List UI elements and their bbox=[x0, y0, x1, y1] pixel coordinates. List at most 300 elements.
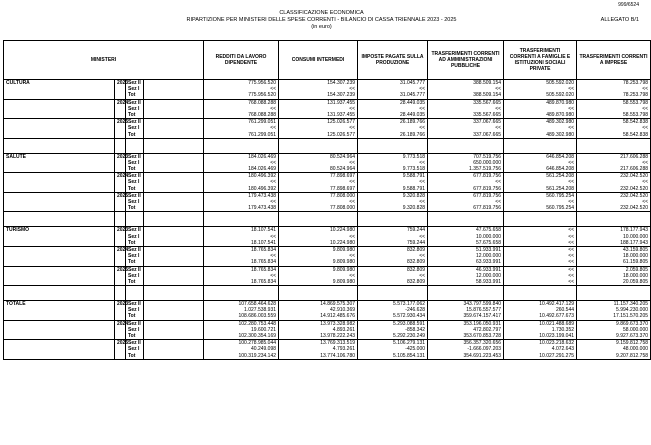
value-cell bbox=[279, 301, 358, 321]
row-label: Tot bbox=[128, 278, 136, 285]
value: 9.927.673.370 bbox=[616, 333, 649, 339]
value: 14.912.485.676 bbox=[320, 313, 356, 320]
row-label: Sez II bbox=[128, 80, 141, 86]
row-label-cell bbox=[126, 320, 144, 340]
value: 10.224.980 bbox=[330, 227, 356, 234]
value: 335.567.665 bbox=[473, 111, 502, 118]
value: 77.898.697 bbox=[330, 173, 356, 180]
empty-cell bbox=[144, 192, 204, 212]
value: 100.319.234.142 bbox=[238, 352, 277, 359]
value: 18.000.000 bbox=[623, 272, 649, 279]
ministry-name bbox=[4, 119, 115, 139]
value: 28.449.035 bbox=[400, 99, 426, 106]
value: 57.675.658 bbox=[476, 239, 502, 246]
value-cell bbox=[279, 119, 358, 139]
value: << bbox=[419, 272, 426, 279]
empty-cell bbox=[144, 340, 204, 360]
row-label: Tot bbox=[128, 333, 136, 339]
value: << bbox=[642, 105, 649, 112]
value-cell bbox=[428, 153, 504, 173]
value: 18.000.000 bbox=[623, 253, 649, 260]
table-body bbox=[4, 80, 651, 360]
value-cell bbox=[358, 153, 428, 173]
value-cell bbox=[358, 266, 428, 286]
value: 10.224.980 bbox=[330, 239, 356, 246]
value: 179.473.438 bbox=[248, 192, 277, 199]
spacer-cell bbox=[577, 138, 651, 153]
spacer-cell bbox=[144, 212, 204, 227]
value-cell bbox=[428, 320, 504, 340]
value: << bbox=[568, 179, 575, 186]
row-label: Sez II bbox=[128, 173, 141, 180]
row-label-cell bbox=[126, 266, 144, 286]
value-cell bbox=[358, 119, 428, 139]
spacer-cell bbox=[428, 286, 504, 301]
value: 18.765.834 bbox=[251, 266, 277, 273]
value: 561.254.208 bbox=[546, 185, 575, 192]
ministry-name bbox=[4, 246, 115, 266]
table-row bbox=[4, 153, 651, 173]
value-cell bbox=[577, 192, 651, 212]
value: << bbox=[642, 199, 649, 205]
value: 180.496.392 bbox=[248, 185, 277, 192]
value: 9.773.518 bbox=[402, 166, 426, 173]
value: 11.157.340.205 bbox=[613, 301, 649, 308]
value: 260.544 bbox=[555, 307, 575, 314]
spacer-cell bbox=[115, 138, 126, 153]
value: 353.670.853.728 bbox=[463, 333, 502, 339]
spacer-cell bbox=[204, 212, 279, 227]
value: 4.072.643 bbox=[551, 346, 575, 353]
value: << bbox=[349, 86, 356, 93]
value: 184.026.469 bbox=[248, 153, 277, 160]
value: << bbox=[270, 233, 277, 240]
value-cell bbox=[504, 320, 577, 340]
value: 58.553.798 bbox=[623, 111, 649, 118]
value: << bbox=[495, 125, 502, 132]
value: 102.280.753.448 bbox=[238, 320, 277, 327]
value: 46.933.991 bbox=[476, 266, 502, 273]
value: 26.189.766 bbox=[400, 131, 426, 138]
value: 9.588.791 bbox=[402, 173, 426, 180]
value: << bbox=[270, 253, 277, 260]
value: 353.196.050.931 bbox=[463, 320, 502, 327]
value-cell bbox=[504, 153, 577, 173]
value: 108.686.003.559 bbox=[238, 313, 277, 320]
year-cell: 2024 bbox=[115, 246, 126, 266]
spacer-row bbox=[4, 286, 651, 301]
empty-cell bbox=[144, 80, 204, 100]
value: 759.244 bbox=[406, 227, 426, 234]
value: 18.765.834 bbox=[251, 259, 277, 266]
value: << bbox=[568, 272, 575, 279]
year-cell: 2025 bbox=[115, 192, 126, 212]
value-cell bbox=[358, 192, 428, 212]
table-row bbox=[4, 320, 651, 340]
value: -1.666.097.203 bbox=[467, 346, 502, 353]
row-label: Sez I bbox=[128, 346, 140, 353]
year-cell: 2023 bbox=[115, 227, 126, 247]
spacer-cell bbox=[504, 138, 577, 153]
spacer-cell bbox=[4, 212, 115, 227]
value-cell bbox=[279, 173, 358, 193]
value: 775.956.520 bbox=[248, 80, 277, 86]
value: << bbox=[495, 199, 502, 205]
empty-cell bbox=[144, 246, 204, 266]
column-header: TRASFERIMENTI CORRENTI A FAMIGLIE E ISTITUZIONI SOCIALI PRIVATE bbox=[504, 41, 577, 80]
value: 154.307.239 bbox=[327, 80, 356, 86]
value: 646.854.208 bbox=[546, 153, 575, 160]
value: 5.293.088.591 bbox=[393, 320, 426, 327]
spacer-cell bbox=[279, 286, 358, 301]
value: 13.978.222.243 bbox=[320, 333, 356, 339]
table-row bbox=[4, 173, 651, 193]
value: << bbox=[642, 179, 649, 186]
value: 77.808.000 bbox=[330, 192, 356, 199]
spacer-cell bbox=[126, 212, 144, 227]
spacer-cell bbox=[279, 138, 358, 153]
value-cell bbox=[428, 301, 504, 321]
empty-cell bbox=[144, 173, 204, 193]
value: << bbox=[419, 105, 426, 112]
value: << bbox=[568, 105, 575, 112]
value: 343.797.599.840 bbox=[463, 301, 502, 308]
row-label: Sez I bbox=[128, 233, 140, 240]
value-cell bbox=[204, 119, 279, 139]
value-cell bbox=[204, 227, 279, 247]
row-label: Sez II bbox=[128, 192, 141, 199]
row-label: Sez II bbox=[128, 119, 141, 126]
spacer-cell bbox=[144, 286, 204, 301]
row-label-cell bbox=[126, 301, 144, 321]
value: 9.809.980 bbox=[332, 266, 356, 273]
value: 560.795.254 bbox=[546, 192, 575, 199]
value: 677.819.756 bbox=[473, 173, 502, 180]
ministry-name bbox=[4, 340, 115, 360]
value: 10.023.199.041 bbox=[539, 333, 575, 339]
value: << bbox=[568, 246, 575, 253]
value-cell bbox=[204, 340, 279, 360]
value: 9.207.812.758 bbox=[616, 352, 649, 359]
row-label: Sez I bbox=[128, 307, 140, 314]
row-label: Sez II bbox=[128, 320, 141, 327]
value: 10.021.488.689 bbox=[539, 320, 575, 327]
year-cell: 2025 bbox=[115, 266, 126, 286]
row-label: Sez II bbox=[128, 340, 141, 347]
row-label: Sez I bbox=[128, 179, 140, 186]
value: 335.567.665 bbox=[473, 99, 502, 106]
value: 832.809 bbox=[406, 259, 426, 266]
value: 12.000.000 bbox=[476, 272, 502, 279]
row-label: Sez II bbox=[128, 153, 141, 160]
value: 107.658.464.628 bbox=[238, 301, 277, 308]
value: 20.059.805 bbox=[623, 278, 649, 285]
value: 58.542.838 bbox=[623, 119, 649, 126]
spacer-cell bbox=[577, 286, 651, 301]
value: 489.302.980 bbox=[546, 131, 575, 138]
spacer-cell bbox=[4, 138, 115, 153]
value-cell bbox=[204, 99, 279, 119]
value: << bbox=[270, 86, 277, 93]
value: 77.808.000 bbox=[330, 205, 356, 212]
row-label: Sez I bbox=[128, 326, 140, 333]
value: 13.769.313.519 bbox=[320, 340, 356, 347]
value: << bbox=[270, 159, 277, 166]
value-cell bbox=[428, 99, 504, 119]
row-label: Tot bbox=[128, 239, 136, 246]
spacer-cell bbox=[358, 212, 428, 227]
spacer-cell bbox=[577, 212, 651, 227]
value: 337.067.665 bbox=[473, 119, 502, 126]
spacer-cell bbox=[504, 212, 577, 227]
spacer-cell bbox=[204, 286, 279, 301]
value: 561.254.208 bbox=[546, 173, 575, 180]
value: 18.765.834 bbox=[251, 246, 277, 253]
value: << bbox=[642, 125, 649, 132]
value: << bbox=[349, 233, 356, 240]
value: 2.059.805 bbox=[625, 266, 649, 273]
row-label-cell bbox=[126, 227, 144, 247]
value: 472.802.797 bbox=[473, 326, 502, 333]
value: 354.691.223.453 bbox=[463, 352, 502, 359]
value-cell bbox=[428, 192, 504, 212]
value: << bbox=[419, 125, 426, 132]
value-cell bbox=[279, 246, 358, 266]
value: 761.299.051 bbox=[248, 119, 277, 126]
value: 232.042.520 bbox=[620, 205, 649, 212]
value-cell bbox=[358, 173, 428, 193]
ministry-name bbox=[4, 192, 115, 212]
value-cell bbox=[504, 266, 577, 286]
value: 58.000.000 bbox=[623, 326, 649, 333]
unit-note: (in euro) bbox=[311, 24, 332, 30]
value: << bbox=[419, 159, 426, 166]
value-cell bbox=[358, 340, 428, 360]
empty-cell bbox=[144, 153, 204, 173]
value: 560.795.254 bbox=[546, 205, 575, 212]
spacer-cell bbox=[428, 212, 504, 227]
value-cell bbox=[204, 173, 279, 193]
year-cell: 2024 bbox=[115, 173, 126, 193]
value: 5.106.279.131 bbox=[393, 340, 426, 347]
spacer-cell bbox=[204, 138, 279, 153]
empty-cell bbox=[144, 99, 204, 119]
empty-cell bbox=[144, 301, 204, 321]
row-label: Sez I bbox=[128, 272, 140, 279]
value-cell bbox=[279, 99, 358, 119]
value: 217.606.288 bbox=[620, 166, 649, 173]
value-cell bbox=[358, 99, 428, 119]
value: << bbox=[419, 253, 426, 260]
value: 80.524.964 bbox=[330, 153, 356, 160]
value: 4.893.261 bbox=[332, 326, 356, 333]
year-cell: 2024 bbox=[115, 320, 126, 340]
value: 40.249.098 bbox=[251, 346, 277, 353]
value: << bbox=[642, 159, 649, 166]
value: 18.107.541 bbox=[251, 227, 277, 234]
value: 9.320.828 bbox=[402, 205, 426, 212]
value: 5.994.230.000 bbox=[616, 307, 649, 314]
value: 9.809.980 bbox=[332, 246, 356, 253]
value: 102.300.354.169 bbox=[238, 333, 277, 339]
spacer-cell bbox=[504, 286, 577, 301]
value-cell bbox=[358, 320, 428, 340]
value: 4.793.261 bbox=[332, 346, 356, 353]
row-label: Sez I bbox=[128, 105, 140, 112]
value-cell bbox=[358, 80, 428, 100]
spacer-row bbox=[4, 138, 651, 153]
spacer-cell bbox=[115, 286, 126, 301]
row-label: Tot bbox=[128, 185, 136, 192]
value: 10.023.218.632 bbox=[539, 340, 575, 347]
value: << bbox=[270, 199, 277, 205]
value: 42.910.369 bbox=[330, 307, 356, 314]
value: << bbox=[419, 86, 426, 93]
table-row bbox=[4, 80, 651, 100]
value: 5.573.177.062 bbox=[393, 301, 426, 308]
value-cell bbox=[428, 119, 504, 139]
column-header: TRASFERIMENTI CORRENTI AD AMMINISTRAZIONI PUBBLICHE bbox=[428, 41, 504, 80]
value: 10.000.000 bbox=[623, 233, 649, 240]
year-cell: 2023 bbox=[115, 301, 126, 321]
expense-table bbox=[3, 40, 651, 360]
value: 359.674.157.417 bbox=[463, 313, 502, 320]
row-label-cell bbox=[126, 340, 144, 360]
value: << bbox=[270, 179, 277, 186]
value-cell bbox=[279, 153, 358, 173]
value-cell bbox=[577, 266, 651, 286]
value: << bbox=[568, 233, 575, 240]
row-label: Tot bbox=[128, 313, 136, 320]
value-cell bbox=[577, 340, 651, 360]
value-cell bbox=[204, 153, 279, 173]
column-header: REDDITI DA LAVORO DIPENDENTE bbox=[204, 41, 279, 80]
column-header-ministeri: MINISTERI bbox=[4, 41, 204, 80]
year-cell: 2023 bbox=[115, 80, 126, 100]
value: 832.809 bbox=[406, 278, 426, 285]
value: 768.088.288 bbox=[248, 111, 277, 118]
value: 217.606.288 bbox=[620, 153, 649, 160]
value-cell bbox=[358, 246, 428, 266]
table-row bbox=[4, 301, 651, 321]
value: << bbox=[568, 253, 575, 260]
value-cell bbox=[279, 266, 358, 286]
value: 832.809 bbox=[406, 266, 426, 273]
value: 759.244 bbox=[406, 239, 426, 246]
ministry-name bbox=[4, 173, 115, 193]
row-label: Sez II bbox=[128, 227, 141, 234]
empty-cell bbox=[144, 227, 204, 247]
year-cell: 2023 bbox=[115, 153, 126, 173]
value: << bbox=[349, 159, 356, 166]
value-cell bbox=[577, 301, 651, 321]
row-label: Tot bbox=[128, 92, 136, 99]
value: 5.292.230.249 bbox=[393, 333, 426, 339]
value-cell bbox=[204, 192, 279, 212]
value-cell bbox=[204, 320, 279, 340]
value: 131.937.455 bbox=[327, 99, 356, 106]
value: 48.000.000 bbox=[623, 346, 649, 353]
value: 9.869.673.370 bbox=[616, 320, 649, 327]
value: -246.628 bbox=[405, 307, 426, 314]
value-cell bbox=[577, 153, 651, 173]
value: 489.870.980 bbox=[546, 111, 575, 118]
value: 677.819.756 bbox=[473, 205, 502, 212]
value: 179.473.438 bbox=[248, 205, 277, 212]
row-label-cell bbox=[126, 246, 144, 266]
value: << bbox=[419, 199, 426, 205]
value: << bbox=[568, 125, 575, 132]
value: 337.067.665 bbox=[473, 131, 502, 138]
row-label: Sez I bbox=[128, 125, 140, 132]
ministry-name: TURISMO bbox=[4, 227, 115, 247]
table-row bbox=[4, 227, 651, 247]
empty-cell bbox=[144, 320, 204, 340]
value-cell bbox=[428, 266, 504, 286]
value: 1.730.352 bbox=[551, 326, 575, 333]
value: 18.765.834 bbox=[251, 278, 277, 285]
value: 131.937.455 bbox=[327, 111, 356, 118]
value: 5.572.930.434 bbox=[393, 313, 426, 320]
value: 9.809.980 bbox=[332, 278, 356, 285]
value: << bbox=[349, 272, 356, 279]
value: 761.299.051 bbox=[248, 131, 277, 138]
row-label: Sez I bbox=[128, 86, 140, 93]
value: 31.045.777 bbox=[400, 80, 426, 86]
value: 154.307.239 bbox=[327, 92, 356, 99]
value: << bbox=[349, 125, 356, 132]
value: 489.302.980 bbox=[546, 119, 575, 126]
spacer-cell bbox=[126, 138, 144, 153]
value-cell bbox=[504, 99, 577, 119]
value: << bbox=[495, 105, 502, 112]
value: 650.000.000 bbox=[473, 159, 502, 166]
table-row bbox=[4, 119, 651, 139]
value: 356.357.320.656 bbox=[463, 340, 502, 347]
value: 1.357.519.756 bbox=[469, 166, 502, 173]
document-id: 999/6524 bbox=[618, 2, 639, 8]
value: 232.042.520 bbox=[620, 173, 649, 180]
value: << bbox=[419, 179, 426, 186]
value-cell bbox=[577, 119, 651, 139]
row-label: Sez II bbox=[128, 301, 141, 308]
value-cell bbox=[504, 119, 577, 139]
value: 9.588.791 bbox=[402, 185, 426, 192]
value: 388.509.154 bbox=[473, 80, 502, 86]
year-cell: 2025 bbox=[115, 119, 126, 139]
spacer-row bbox=[4, 212, 651, 227]
value-cell bbox=[504, 301, 577, 321]
row-label: Sez II bbox=[128, 99, 141, 106]
row-label: Tot bbox=[128, 259, 136, 266]
value: 80.524.964 bbox=[330, 166, 356, 173]
attachment-label: ALLEGATO B/1 bbox=[600, 17, 639, 23]
value: 43.159.805 bbox=[623, 246, 649, 253]
column-header: TRASFERIMENTI CORRENTI A IMPRESE bbox=[577, 41, 651, 80]
value: 10.492.417.129 bbox=[539, 301, 575, 308]
value: 58.542.838 bbox=[623, 131, 649, 138]
document-subtitle: RIPARTIZIONE PER MINISTERI DELLE SPESE CORRENTI - BILANCIO DI CASSA TRIENNALE 2023 - 2025 bbox=[186, 17, 457, 23]
value-cell bbox=[204, 246, 279, 266]
spacer-cell bbox=[428, 138, 504, 153]
value-cell bbox=[428, 246, 504, 266]
value: 14.869.575.307 bbox=[320, 301, 356, 308]
row-label-cell bbox=[126, 192, 144, 212]
value: << bbox=[349, 179, 356, 186]
value-cell bbox=[279, 340, 358, 360]
year-cell: 2025 bbox=[115, 340, 126, 360]
value: 768.088.288 bbox=[248, 99, 277, 106]
